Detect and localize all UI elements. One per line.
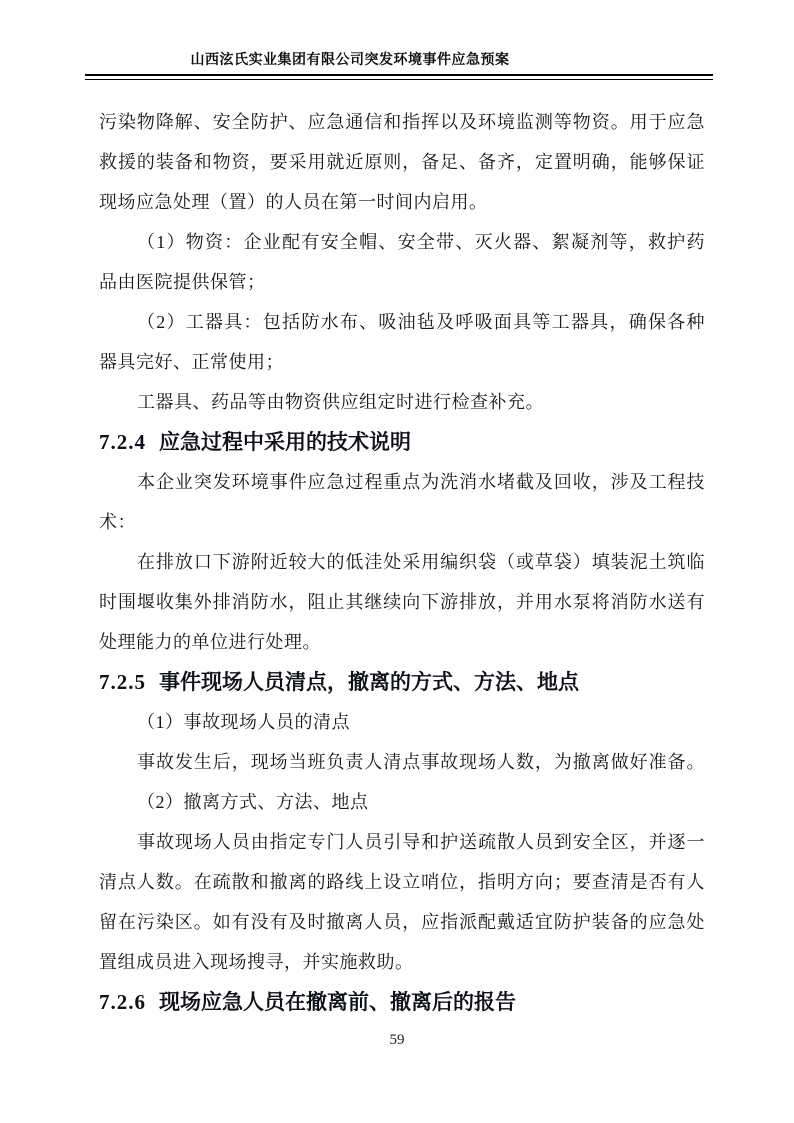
text-line	[99, 462, 705, 502]
page-number: 59	[389, 1032, 405, 1048]
text-line	[99, 102, 705, 142]
section-heading	[99, 662, 705, 702]
line-text: （2）撤离方式、方法、地点	[137, 792, 369, 812]
section-heading	[99, 422, 705, 462]
text-line	[99, 742, 705, 782]
text-line	[99, 382, 705, 422]
line-text: 在排放口下游附近较大的低洼处采用编织袋（或草袋）填装泥土筑临	[137, 552, 705, 572]
text-line	[99, 942, 705, 982]
line-text: 器具完好、正常使用；	[99, 352, 284, 372]
line-text: （1）物资：企业配有安全帽、安全带、灭火器、絮凝剂等，救护药	[137, 232, 705, 252]
text-line	[99, 302, 705, 342]
line-text: 置组成员进入现场搜寻，并实施救助。	[99, 952, 414, 972]
line-text: 时围堰收集外排消防水，阻止其继续向下游排放，并用水泵将消防水送有	[99, 592, 705, 612]
text-line	[99, 782, 705, 822]
line-text: 救援的装备和物资，要采用就近原则，备足、备齐，定置明确，能够保证	[99, 152, 705, 172]
text-line	[99, 182, 705, 222]
page-header	[85, 50, 713, 80]
text-line	[99, 142, 705, 182]
text-line	[99, 862, 705, 902]
line-text: 本企业突发环境事件应急过程重点为洗消水堵截及回收，涉及工程技	[137, 472, 705, 492]
text-line	[99, 542, 705, 582]
header-rule	[85, 74, 713, 80]
text-line	[99, 222, 705, 262]
section-heading	[99, 982, 705, 1022]
text-line	[99, 902, 705, 942]
line-text: 清点人数。在疏散和撤离的路线上设立哨位，指明方向；要查清是否有人	[99, 872, 705, 892]
line-text: 留在污染区。如有没有及时撤离人员，应指派配戴适宜防护装备的应急处	[99, 912, 705, 932]
line-text: 现场应急人员在撤离前、撤离后的报告	[159, 990, 516, 1014]
line-text: （1）事故现场人员的清点	[137, 712, 350, 732]
heading-number: 7.2.4	[99, 430, 146, 454]
header-title: 山西泫氏实业集团有限公司突发环境事件应急预案	[190, 53, 510, 68]
line-text: 事故发生后，现场当班负责人清点事故现场人数，为撤离做好准备。	[137, 752, 705, 772]
text-line	[99, 822, 705, 862]
document-body	[99, 102, 705, 1022]
line-text: 处理能力的单位进行处理。	[99, 632, 321, 652]
heading-number: 7.2.5	[99, 670, 146, 694]
line-text: 现场应急处理（置）的人员在第一时间内启用。	[99, 192, 488, 212]
text-line	[99, 582, 705, 622]
line-text: 应急过程中采用的技术说明	[159, 430, 411, 454]
line-text: 事件现场人员清点，撤离的方式、方法、地点	[159, 670, 579, 694]
line-text: 事故现场人员由指定专门人员引导和护送疏散人员到安全区，并逐一	[137, 832, 705, 852]
line-text: 术：	[99, 512, 136, 532]
text-line	[99, 342, 705, 382]
text-line	[99, 502, 705, 542]
line-text: 工器具、药品等由物资供应组定时进行检查补充。	[137, 392, 544, 412]
line-text: 污染物降解、安全防护、应急通信和指挥以及环境监测等物资。用于应急	[99, 112, 705, 132]
text-line	[99, 622, 705, 662]
text-line	[99, 262, 705, 302]
text-line	[99, 702, 705, 742]
line-text: 品由医院提供保管；	[99, 272, 266, 292]
line-text: （2）工器具：包括防水布、吸油毡及呼吸面具等工器具，确保各种	[137, 312, 705, 332]
heading-number: 7.2.6	[99, 990, 146, 1014]
